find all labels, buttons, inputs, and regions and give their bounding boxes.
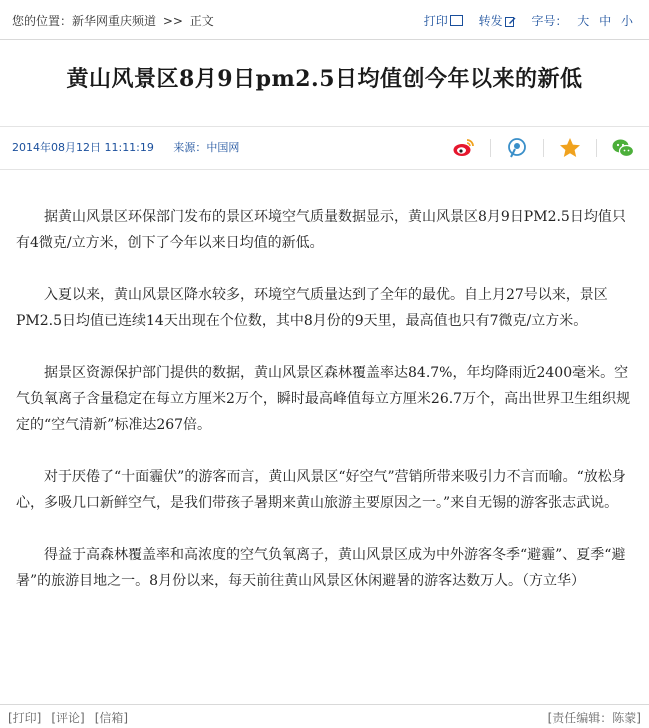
footer-bar [0, 704, 649, 728]
footer-print-link[interactable]: [打印] [8, 711, 42, 725]
font-size-medium-button[interactable]: 中 [599, 14, 612, 28]
font-size-large-button[interactable]: 大 [577, 14, 590, 28]
edit-icon [505, 16, 516, 27]
footer-comment-link[interactable]: [评论] [51, 711, 85, 725]
wechat-icon[interactable] [611, 136, 635, 160]
footer-mail-link[interactable]: [信箱] [94, 711, 129, 725]
article-tools [424, 12, 633, 29]
breadcrumb-separator: >> [162, 14, 183, 28]
print-button[interactable] [424, 14, 463, 28]
print-label: 打印 [423, 14, 448, 28]
breadcrumb [12, 12, 214, 29]
responsible-editor: [责任编辑：陈蒙] [547, 711, 641, 725]
tencent-weibo-icon[interactable] [505, 136, 529, 160]
article-paragraph: 对于厌倦了“十面霾伏”的游客而言，黄山风景区“好空气”营销所带来吸引力不言而喻。“放松身心，多吸几口新鲜空气，是我们带孩子暑期来黄山旅游主要原因之一。”来自无锡的游客张志武说。 [16, 469, 626, 511]
footer-links [8, 709, 138, 726]
breadcrumb-home-link[interactable]: 新华网重庆频道 [72, 14, 157, 28]
source-label: 来源： [173, 141, 207, 154]
share-divider [543, 139, 544, 157]
article-title: 黄山风景区8月9日pm2.5日均值创今年以来的新低 [66, 66, 583, 92]
article-paragraph: 据景区资源保护部门提供的数据，黄山风景区森林覆盖率达84.7%，年均降雨近2400毫米。空气负氧离子含量稳定在每立方厘米2万个，瞬时最高峰值每立方厘米26.7万个，高出世界卫生组织规定的“空气清新”标准达267倍。 [16, 365, 631, 433]
breadcrumb-current: 正文 [189, 14, 214, 28]
share-divider [490, 139, 491, 157]
article-meta-bar [0, 126, 649, 170]
share-bar [438, 136, 635, 160]
font-size-label: 字号： [531, 14, 568, 28]
font-size-small-button[interactable]: 小 [620, 14, 633, 28]
share-divider [596, 139, 597, 157]
top-bar [0, 0, 649, 40]
article-paragraph: 得益于高森林覆盖率和高浓度的空气负氧离子，黄山风景区成为中外游客冬季“避霾”、夏季“避暑”的旅游目地之一。8月份以来，每天前往黄山风景区休闲避暑的游客达数万人。（方立华） [16, 547, 626, 589]
article-meta [12, 139, 239, 155]
forward-label: 转发 [478, 14, 503, 28]
source-link[interactable]: 中国网 [206, 141, 240, 154]
publish-date: 2014年08月12日 11:11:19 [12, 141, 154, 154]
article-body [16, 204, 631, 620]
article-paragraph: 入夏以来，黄山风景区降水较多，环境空气质量达到了全年的最优。自上月27号以来，景区PM2.5日均值已连续14天出现在个位数，其中8月份的9天里，最高值也只有7微克/立方米。 [16, 287, 608, 329]
weibo-icon[interactable] [452, 136, 476, 160]
article-paragraph: 据黄山风景区环保部门发布的景区环境空气质量数据显示，黄山风景区8月9日PM2.5日均值只有4微克/立方米，创下了今年以来日均值的新低。 [16, 209, 626, 251]
favorite-star-icon[interactable] [558, 136, 582, 160]
forward-button[interactable] [479, 14, 516, 28]
print-icon [450, 15, 463, 26]
breadcrumb-prefix: 您的位置： [12, 14, 73, 28]
